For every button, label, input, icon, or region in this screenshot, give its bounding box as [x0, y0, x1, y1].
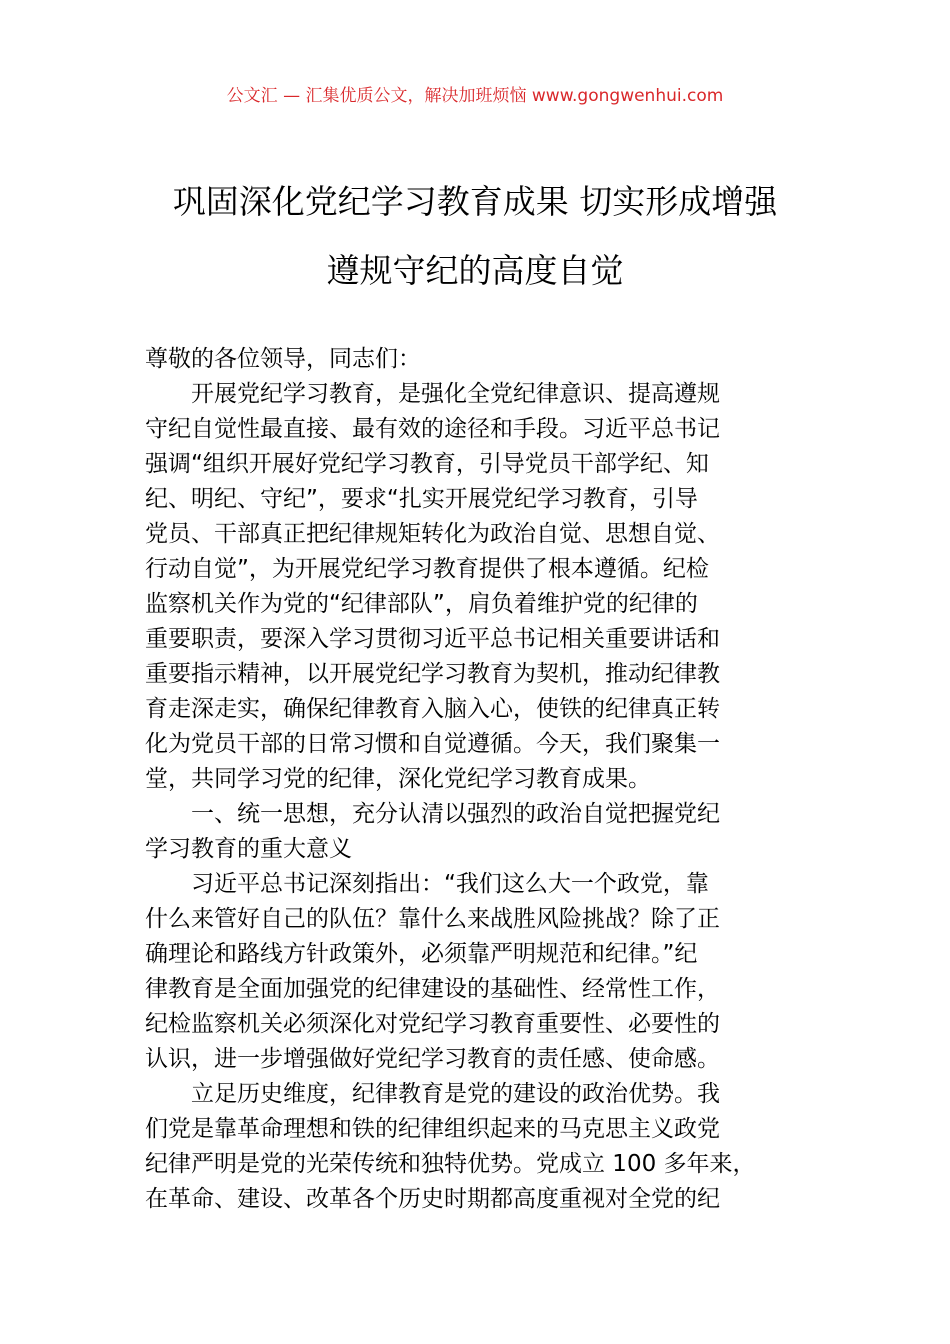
document-body	[145, 342, 805, 1217]
paragraph-line: 重要职责，要深入学习贯彻习近平总书记相关重要讲话和	[145, 626, 720, 652]
paragraph-line: 什么来管好自己的队伍？靠什么来战胜风险挑战？除了正	[145, 906, 720, 932]
paragraph-line: 守纪自觉性最直接、最有效的途径和手段。习近平总书记	[145, 416, 720, 442]
salutation: 尊敬的各位领导，同志们：	[145, 346, 421, 372]
paragraph-line: 开展党纪学习教育，是强化全党纪律意识、提高遵规	[191, 381, 720, 407]
paragraph-line: 纪、明纪、守纪”，要求“扎实开展党纪学习教育，引导	[145, 486, 698, 512]
paragraph-line: 律教育是全面加强党的纪律建设的基础性、经常性工作，	[145, 976, 720, 1002]
paragraph-line: 强调“组织开展好党纪学习教育，引导党员干部学纪、知	[145, 451, 709, 477]
paragraph-line: 堂，共同学习党的纪律，深化党纪学习教育成果。	[145, 766, 651, 792]
paragraph-line: 监察机关作为党的“纪律部队”，肩负着维护党的纪律的	[145, 591, 698, 617]
paragraph-line: 重要指示精神，以开展党纪学习教育为契机，推动纪律教	[145, 661, 720, 687]
section-heading: 一、统一思想，充分认清以强烈的政治自觉把握党纪	[191, 801, 720, 827]
paragraph-line: 确理论和路线方针政策外，必须靠严明规范和纪律。”纪	[145, 941, 698, 967]
paragraph-line: 化为党员干部的日常习惯和自觉遵循。今天，我们聚集一	[145, 731, 720, 757]
document-title-line-2: 遵规守纪的高度自觉	[326, 251, 624, 290]
paragraph-line: 立足历史维度，纪律教育是党的建设的政治优势。我	[191, 1081, 720, 1107]
paragraph-line: 们党是靠革命理想和铁的纪律组织起来的马克思主义政党	[145, 1116, 720, 1142]
paragraph-line: 习近平总书记深刻指出：“我们这么大一个政党，靠	[191, 871, 709, 897]
paragraph-line: 纪律严明是党的光荣传统和独特优势。党成立 100 多年来，	[145, 1151, 756, 1177]
paragraph-line: 纪检监察机关必须深化对党纪学习教育重要性、必要性的	[145, 1011, 720, 1037]
paragraph-line: 党员、干部真正把纪律规矩转化为政治自觉、思想自觉、	[145, 521, 720, 547]
paragraph-line: 育走深走实，确保纪律教育入脑入心，使铁的纪律真正转	[145, 696, 720, 722]
paragraph-line: 认识，进一步增强做好党纪学习教育的责任感、使命感。	[145, 1046, 720, 1072]
paragraph-line: 行动自觉”，为开展党纪学习教育提供了根本遵循。纪检	[145, 556, 709, 582]
section-heading: 学习教育的重大意义	[145, 836, 352, 862]
document-title-line-1: 巩固深化党纪学习教育成果 切实形成增强	[172, 182, 778, 221]
paragraph-line: 在革命、建设、改革各个历史时期都高度重视对全党的纪	[145, 1186, 720, 1212]
header-banner: 公文汇 — 汇集优质公文，解决加班烦恼 www.gongwenhui.com	[226, 86, 724, 106]
